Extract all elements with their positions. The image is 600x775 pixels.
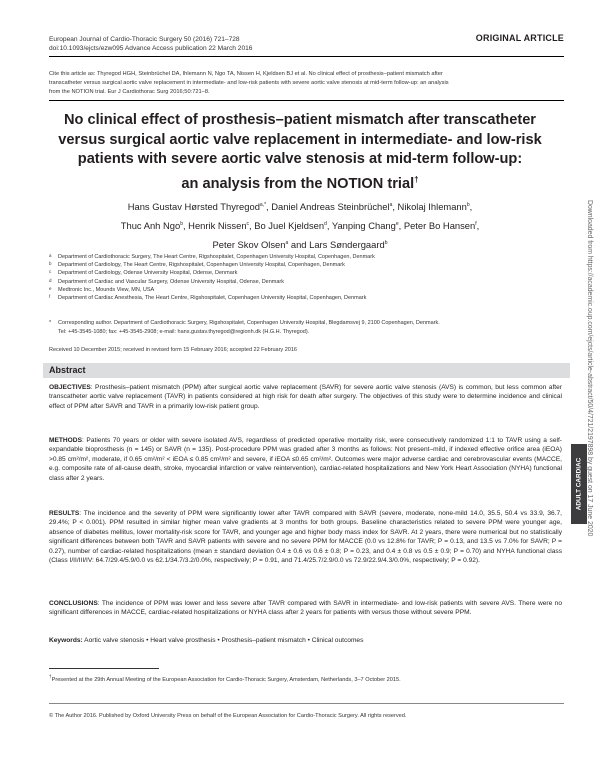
affiliation-item [49,286,375,294]
author-name: , [476,220,480,232]
affiliation-key: f [49,294,51,300]
corresponding-author [49,319,564,336]
affiliation-item [49,269,375,277]
section-label: ORIGINAL ARTICLE [475,33,564,43]
author-affiliation-mark: e [395,220,399,227]
author-name: , Bo Juel Kjeldsen [249,220,325,232]
citation-line-2: transcatheter versus surgical aortic valve replacement in intermediate- and low-risk patients with severe aortic valve stenosis at mid-term follow-up: an analysis [49,80,449,86]
methods-label: METHODS [49,437,82,444]
author-line [40,216,560,235]
author-name: , Peter Bo Hansen [398,220,476,232]
journal-reference [49,35,252,53]
abstract-heading: Abstract [49,365,86,375]
download-watermark-text: Downloaded from https://academic.oup.com/ejcts/article-abstract/50/4/721/2197898 by guest on 17 June 2020 [586,200,593,537]
author-affiliation-mark: a,* [259,202,267,208]
author-name: Hans Gustav Hørsted Thyregod [127,201,260,213]
affiliation-item [49,261,375,269]
title-line-4: an analysis from the NOTION trial [181,175,415,192]
abstract-methods [49,436,562,483]
affiliation-text: Department of Cardiothoracic Surgery, The Heart Centre, Rigshospitalet, Copenhagen University Hospital, Copenhagen, Denmark [58,254,375,260]
abstract-conclusions [49,599,562,618]
results-text: : The incidence and the severity of PPM were significantly lower after TAVR compared with SAVR (severe, moderate, none-mild 14.0, 35.5, 50.4 vs 33.9, 36.7, 29.4%; P < 0.001). PPM resulted in similar higher mean valve gradients at 3 months for both groups. Baseline characteristics related to severe PPM were younger age, absence of diabetes mellitus, lower mortality-risk score for TAVR, and younger age and higher body mass index for SAVR. At 2 years, there were numerical but no statistically significant differences between both TAVR and SAVR patients with severe and no severe PPM for MACCE (0.0 vs 12.8% for TAVR; P = 0.13, and 13.5 vs 7.0% for SAVR; P = 0.27), number of cardiac-related hospitalizations (mean ± standard deviation 0.4 ± 0.6 vs 0.6 ± 0.8; P = 0.23, and 0.4 ± 0.8 vs 0.5 ± 0.9; P = 0.70) and NYHA functional class (Class I/II/III/IV: 64.7/29.4/5.9/0.0 vs 62.1/34.7/3.2/0.0%, respectively; P = 0.91, and 71.4/25.7/2.9/0.0 vs 72.9/22.9/4.3/0.0%, respectively; P = 0.92). [49,510,562,565]
methods-text: : Patients 70 years or older with severe isolated AVS, regardless of predicted operative mortality risk, were consecutively randomized 1:1 to TAVR using a self-expandable bioprosthesis (n = 145) or SAVR (n = 135). Post-procedure PPM was graded after 3 months as follows: Not present–mild, if indexed effective orifice area (iEOA) >0.85 cm²/m², moderate, if 0.65 cm²/m² < iEOA ≤ 0.85 cm²/m² and severe, if iEOA ≤0.65 cm²/m². Outcomes were major adverse cardiac and cerebrovascular events (MACCE, e.g. composite rate of all-cause death, stroke, myocardial infarction or valve reintervention), cardiac-related hospitalizations and New York Heart Association (NYHA) functional class after 2 years. [49,437,562,482]
conclusions-label: CONCLUSIONS [49,600,98,607]
affiliation-key: b [49,261,52,267]
citation-divider [49,100,564,101]
abstract-keywords [49,636,562,645]
affiliation-key: c [49,269,52,275]
author-affiliation-mark: c [246,220,250,227]
author-affiliation-mark: b [384,239,388,246]
keywords-text: Aortic valve stenosis • Heart valve prosthesis • Prosthesis–patient mismatch • Clinical outcomes [82,637,364,644]
footnote-text: Presented at the 29th Annual Meeting of the European Association for Cardio-Thoracic Surgery, Amsterdam, Netherlands, 3–7 October 2015. [51,676,401,683]
affiliation-text: Medtronic Inc., Mounds View, MN, USA [58,286,155,293]
abstract-results [49,509,562,565]
title-line-2: versus surgical aortic valve replacement in intermediate- and low-risk [58,131,542,148]
copyright-divider [49,703,564,704]
affiliation-item [49,294,375,302]
citation-block [49,70,559,97]
author-affiliation-mark: d [324,220,327,227]
affiliation-text: Department of Cardiology, Odense University Hospital, Odense, Denmark [58,270,238,277]
objectives-text: : Prosthesis–patient mismatch (PPM) after surgical aortic valve replacement (SAVR) for severe aortic valve stenosis (AVS) is common, but less common after transcatheter aortic valve replacement (TAVR) in patients considered at high risk for death after surgery. The objectives of this study were to determine incidence and clinical effect of PPM after SAVR and TAVR in a primarily low-risk patient group. [49,384,562,410]
affiliation-text: Department of Cardiac and Vascular Surgery, Odense University Hospital, Odense, Denmark [58,278,285,285]
corresponding-line-1: Corresponding author. Department of Cardiothoracic Surgery, Rigshospitalet, Copenhagen University Hospital, Blegdamsvej 9, 2100 Copenhagen, Denmark. [58,320,440,326]
author-affiliation-mark: f [475,220,477,227]
received-dates: Received 10 December 2015; received in revised form 15 February 2016; accepted 22 February 2016 [49,347,297,353]
corresponding-mark: * [49,320,52,326]
author-name: Peter Skov Olsen [212,238,286,250]
header-divider [49,56,564,57]
copyright-notice: © The Author 2016. Published by Oxford University Press on behalf of the European Association for Cardio-Thoracic Surgery. All rights reserved. [49,713,407,719]
title-dagger: † [414,174,419,184]
affiliation-text: Department of Cardiac Anesthesia, The Heart Centre, Rigshospitalet, Copenhagen University Hospital, Copenhagen, Denmark [58,295,367,302]
footnote-divider [49,668,159,669]
author-line [40,235,560,254]
author-name: , Daniel Andreas Steinbrüchel [266,201,390,213]
affiliation-key: a [49,253,52,258]
article-title [40,111,560,194]
title-line-3: patients with severe aortic valve stenosis at mid-term follow-up: [77,151,523,167]
author-affiliation-mark: a [285,239,289,246]
author-name: , Nikolaj Ihlemann [392,201,467,213]
citation-line-1: Cite this article as: Thyregod HGH, Steinbrüchel DA, Ihlemann N, Ngo TA, Nissen H, Kjeldsen BJ et al. No clinical effect of prosthesis–patient mismatch after [49,71,443,77]
affiliation-key: d [49,277,52,283]
author-list [40,197,560,254]
footnote [49,674,401,683]
footnote-mark: † [49,674,52,679]
affiliation-item [49,253,375,261]
author-affiliation-mark: b [180,220,183,227]
affiliation-key: e [49,285,52,291]
author-name: Thuc Anh Ngo [120,220,181,232]
author-name: , Yanping Chang [326,220,396,232]
journal-line-2: doi:10.1093/ejcts/ezw095 Advance Access publication 22 March 2016 [49,45,253,52]
objectives-label: OBJECTIVES [49,384,91,391]
abstract-heading-bar [43,363,570,378]
author-name: , [469,201,473,213]
title-line-1: No clinical effect of prosthesis–patient mismatch after transcatheter [63,112,536,128]
keywords-label: Keywords: [49,637,83,644]
corresponding-line-2: Tel: +45-3545-1080; fax: +45-3545-2908; e-mail: hans.gustav.thyregod@regionh.dk (H.G.H. Thyregod). [58,328,310,335]
author-line [40,197,560,216]
title-line-4-wrap [40,170,560,194]
results-label: RESULTS [49,510,80,517]
citation-line-3: from the NOTION trial. Eur J Cardiothorac Surg 2016;50:721–8. [49,89,210,95]
section-side-tab-label: ADULT CARDIAC [575,457,583,511]
download-watermark [585,200,595,580]
journal-line-1: European Journal of Cardio-Thoracic Surgery 50 (2016) 721–728 [49,36,240,43]
conclusions-text: : The incidence of PPM was lower and less severe after TAVR compared with SAVR in intermediate- and low-risk patients with severe AVS. There were no significant differences in MACCE, cardiac-related hospitalizations or NYHA class after 2 years for patients with versus those without severe PPM. [49,600,562,617]
author-name: and Lars Søndergaard [288,238,385,250]
author-affiliation-mark: a [389,202,393,208]
affiliation-list [49,253,375,302]
abstract-objectives [49,383,562,411]
author-name: , Henrik Nissen [182,220,247,232]
affiliation-text: Department of Cardiology, The Heart Centre, Rigshospitalet, Copenhagen University Hospital, Copenhagen, Denmark [58,262,345,269]
affiliation-item [49,278,375,286]
author-affiliation-mark: b [466,202,470,208]
